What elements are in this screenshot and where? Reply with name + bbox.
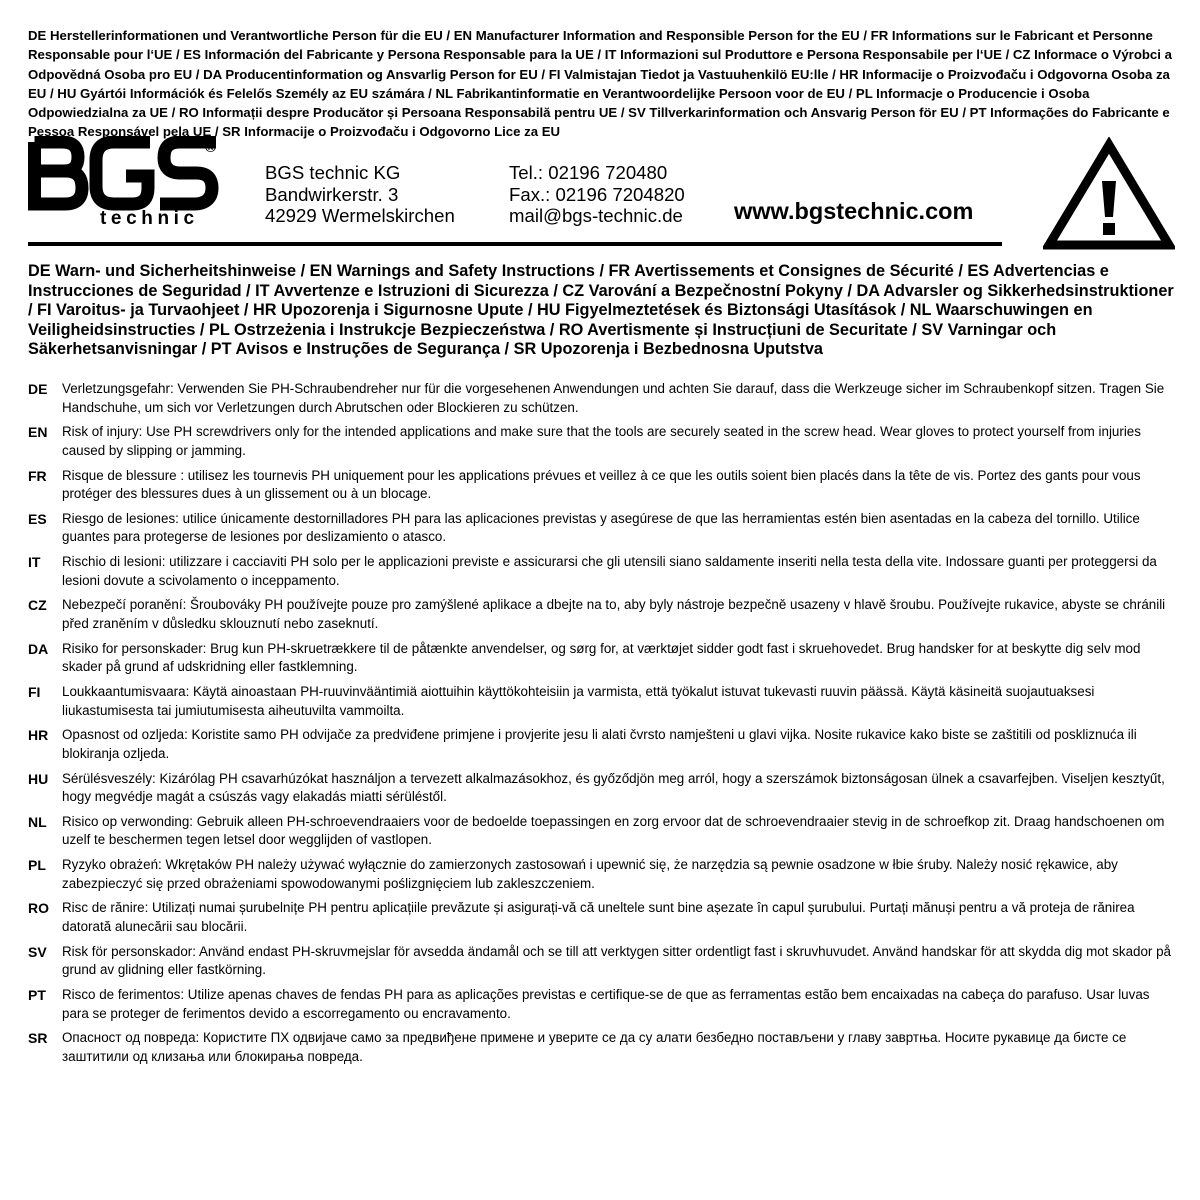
telephone: Tel.: 02196 720480 (509, 162, 668, 183)
language-code: DA (28, 640, 49, 657)
language-code: RO (28, 900, 49, 917)
warning-text: Nebezpečí poranění: Šroubováky PH používejte pouze pro zamýšlené aplikace a dbejte na to, aby byly nástroje bezpečně usazeny v hlavě šroubu. Používejte rukavice, abyste se chránili před zraněním v důsledku sklouznutí nebo zaseknutí. (62, 597, 1166, 631)
warning-row-hu (28, 770, 1178, 807)
warning-triangle-icon (1043, 137, 1175, 251)
warning-row-es (28, 510, 1178, 547)
warning-text: Opasnost od ozljeda: Koristite samo PH odvijače za predviđene primjene i provjerite jesu li alati čvrsto namješteni u glavi vijka. Nosite rukavice kako biste se zaštitili od poskliznuća ili blokiranja ozljeda. (62, 727, 1137, 761)
warning-text: Risc de rănire: Utilizați numai șurubelnițe PH pentru aplicațiile prevăzute și asigurați-vă că uneltele sunt bine așezate în capul șurubului. Purtați mănuși pentru a vă proteja de rănirea datorată alunecării sau blocării. (62, 900, 1135, 934)
street-address: Bandwirkerstr. 3 (265, 183, 399, 205)
warning-row-en (28, 423, 1178, 460)
warning-row-sv (28, 943, 1178, 980)
warning-text: Risico op verwonding: Gebruik alleen PH-schroevendraaiers voor de bedoelde toepassingen en zorg ervoor dat de schroevendraaier stevig in de schroefkop zit. Draag handschoenen om uzelf te beschermen tegen letsel door wegglijden of vastlopen. (62, 813, 1165, 848)
warning-row-pl (28, 856, 1178, 893)
header-divider (28, 242, 1002, 246)
warning-text: Rischio di lesioni: utilizzare i cacciaviti PH solo per le applicazioni previste e assicurarsi che gli utensili siano saldamente inseriti nella testa della vite. Indossare guanti per proteggersi da lesioni dovute a scivolamento o inceppamento. (62, 554, 1157, 588)
language-code: PT (28, 986, 46, 1003)
safety-instructions-heading: DE Warn- und Sicherheitshinweise / EN Warnings and Safety Instructions / FR Avertissements et Consignes de Sécurité / ES Advertencias e Instrucciones de Seguridad / IT Avvertenze e Istruzioni di Sicurezza / CZ Varování a Bezpečnostní Pokyny / DA Advarsler og Sikkerhedsinstruktioner / FI Varoitus- ja Turvaohjeet / HR Upozorenja i Sigurnosne Upute / HU Figyelmeztetések és Biztonsági Utasítások / NL Waarschuwingen en Veiligheidsinstructies / PL Ostrzeżenia i Instrukcje Bezpieczeństwa / RO Avertismente și Instrucțiuni de Securitate / SV Varningar och Säkerhetsanvisningar / PT Avisos e Instruções de Segurança / SR Upozorenja i Bezbednosna Uputstva (28, 262, 1174, 359)
warning-list (28, 380, 1178, 1073)
warning-text: Опасност од повреда: Користите ПХ одвијаче само за предвиђене примене и уверите се да су алати безбедно постављени у главу завртња. Носите рукавице да бисте се заштитили од клизања или блокирања повреда. (62, 1030, 1127, 1064)
language-code: HR (28, 727, 49, 744)
warning-row-sr (28, 1029, 1178, 1066)
language-code: CZ (28, 597, 47, 614)
bgs-technic-logo (28, 136, 220, 228)
language-code: FR (28, 467, 47, 484)
warning-row-cz (28, 596, 1178, 633)
language-code: DE (28, 381, 48, 397)
language-code: SR (28, 1030, 48, 1047)
email-address: mail@bgs-technic.de (509, 205, 683, 227)
company-address (265, 162, 455, 227)
registered-mark: ® (205, 139, 217, 156)
warning-text: Risque de blessure : utilisez les tournevis PH uniquement pour les applications prévues et veillez à ce que les outils soient bien placés dans la tête de vis. Portez des gants pour vous protéger des blessures dues à un glissement ou à un blocage. (62, 467, 1141, 502)
warning-row-ro (28, 899, 1178, 936)
language-code: EN (28, 424, 48, 441)
language-code: IT (28, 554, 41, 571)
warning-row-de (28, 380, 1178, 417)
contact-details (509, 162, 685, 227)
language-code: NL (28, 813, 47, 830)
fax: Fax.: 02196 7204820 (509, 183, 685, 205)
language-code: FI (28, 683, 41, 700)
warning-text: Ryzyko obrażeń: Wkrętaków PH należy używać wyłącznie do zamierzonych zastosowań i upewnić się, że narzędzia są pewnie osadzone w łbie śruby. Należy nosić rękawice, aby zabezpieczyć się przed obrażeniami spowodowanymi poślizgnięciem lub zakleszczeniem. (62, 857, 1118, 891)
warning-text: Risco de ferimentos: Utilize apenas chaves de fendas PH para as aplicações previstas e certifique-se de que as ferramentas estão bem encaixadas na cabeça do parafuso. Usar luvas para se proteger de ferimentos devido a escorregamento ou encravamento. (62, 986, 1150, 1021)
warning-row-nl (28, 813, 1178, 850)
bgs-logo-graphic (28, 136, 220, 228)
warning-text: Sérülésveszély: Kizárólag PH csavarhúzókat használjon a tervezett alkalmazásokhoz, és győződjön meg arról, hogy a szerszámok biztonságosan ülnek a csavarfejben. Viseljen kesztyűt, hogy megvédje magát a csúszás vagy elakadás miatti sérüléstől. (62, 770, 1165, 805)
warning-text: Risiko for personskader: Brug kun PH-skruetrækkere til de påtænkte anvendelser, og sørg for, at værktøjet sidder godt fast i skruehovedet. Brug handsker for at beskytte dig selv mod skader på grund af udskridning eller fastklemning. (62, 640, 1141, 675)
website-link[interactable]: www.bgstechnic.com (734, 198, 974, 224)
warning-row-pt (28, 986, 1178, 1023)
language-code: PL (28, 857, 46, 874)
warning-text: Verletzungsgefahr: Verwenden Sie PH-Schraubendreher nur für die vorgesehenen Anwendungen und achten Sie darauf, dass die Werkzeuge sicher im Schraubenkopf sitzen. Tragen Sie Handschuhe, um sich vor Verletzungen durch Abrutschen oder Blockieren zu schützen. (62, 381, 1165, 415)
warning-row-it (28, 553, 1178, 590)
warning-row-da (28, 640, 1178, 677)
warning-row-fr (28, 467, 1178, 504)
language-code: ES (28, 510, 47, 527)
language-code: SV (28, 943, 47, 960)
language-code: HU (28, 770, 49, 787)
warning-text: Riesgo de lesiones: utilice únicamente destornilladores PH para las aplicaciones previstas y asegúrese de que las herramientas estén bien asentadas en la cabeza del tornillo. Utilice guantes para protegerse de lesiones por deslizamiento o atasco. (62, 510, 1140, 545)
warning-row-hr (28, 726, 1178, 763)
warning-text: Risk of injury: Use PH screwdrivers only for the intended applications and make sure that the tools are securely seated in the screw head. Wear gloves to protect yourself from injuries caused by slipping or jamming. (62, 424, 1141, 458)
manufacturer-info-heading: DE Herstellerinformationen und Verantwortliche Person für die EU / EN Manufacturer Information and Responsible Person for the EU / FR Informations sur le Fabricant et Personne Responsable pour l‘UE / ES Información del Fabricante y Persona Responsable para la UE / IT Informazioni sul Produttore e Persona Responsabile per l‘UE / CZ Informace o Výrobci a Odpovědná Osoba pro EU / DA Producentinformation og Ansvarlig Person for EU / FI Valmistajan Tiedot ja Vastuuhenkilö EU:lle / HR Informacije o Proizvođaču i Odgovorna Osoba za EU / HU Gyártói Információk és Felelős Személy az EU számára / NL Fabrikantinformatie en Verantwoordelijke Persoon voor de EU / PL Informacje o Producencie i Osoba Odpowiedzialna za UE / RO Informații despre Producător și Persoana Responsabilă pentru UE / SV Tillverkarinformation och Ansvarig Person för EU / PT Informações do Fabricante e Pessoa Responsável pela UE / SR Informacije o Proizvođaču i Odgovorno Lice za EU (28, 28, 1172, 140)
warning-row-fi (28, 683, 1178, 720)
logo-sub-text: technic (100, 208, 199, 228)
warning-text: Loukkaantumisvaara: Käytä ainoastaan PH-ruuvinvääntimiä aiottuihin käyttökohteisiin ja varmista, että työkalut istuvat tukevasti ruuvin päässä. Käytä käsineitä suojautuaksesi liukastumisesta tai jumiutumisesta aiheutuvilta vammoilta. (62, 683, 1095, 718)
company-name: BGS technic KG (265, 162, 401, 183)
warning-text: Risk för personskador: Använd endast PH-skruvmejslar för avsedda ändamål och se till att verktygen sitter ordentligt fast i skruvhuvudet. Använd handskar för att skydda dig mot skador på grund av glidning eller fastkörning. (62, 943, 1172, 978)
city-address: 42929 Wermelskirchen (265, 205, 455, 227)
